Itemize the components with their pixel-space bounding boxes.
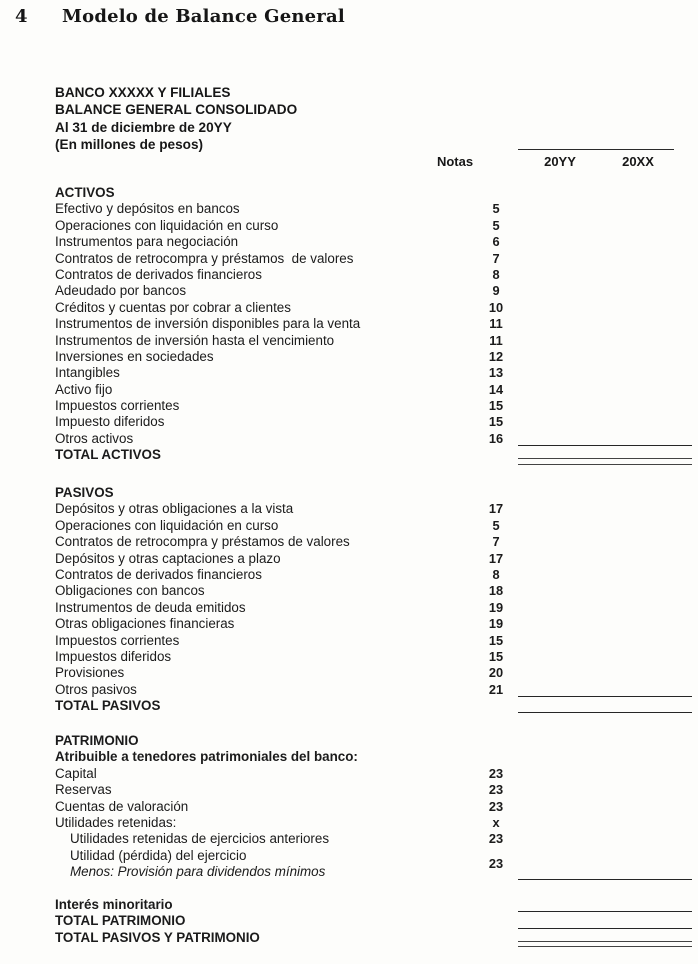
- amount-rule: [518, 445, 692, 446]
- table-row: [0, 201, 698, 217]
- table-row: [0, 349, 698, 365]
- table-row: [0, 447, 698, 463]
- row-amount-area: [518, 300, 692, 316]
- table-row: [0, 815, 698, 831]
- row-note: x: [492, 814, 500, 830]
- row-amount-area: [518, 799, 692, 815]
- row-amount-area: [518, 913, 692, 929]
- row-amount-area: [518, 518, 692, 534]
- row-label: TOTAL PATRIMONIO: [55, 913, 186, 929]
- row-label: Adeudado por bancos: [55, 283, 187, 299]
- row-note: 23: [488, 831, 504, 847]
- row-label: Contratos de retrocompra y préstamos de valores: [55, 534, 350, 550]
- table-row: [0, 930, 698, 946]
- row-label: Utilidades retenidas de ejercicios anteriores: [70, 831, 330, 847]
- table-row: [0, 333, 698, 349]
- table-row: [0, 633, 698, 649]
- row-label: TOTAL ACTIVOS: [55, 447, 161, 463]
- section-pasivos: [0, 485, 698, 714]
- row-label: Impuestos corrientes: [55, 398, 180, 414]
- row-amount-area: [518, 551, 692, 567]
- table-row: [0, 782, 698, 798]
- row-amount-area: [518, 665, 692, 681]
- table-row: [0, 300, 698, 316]
- row-amount-area: [518, 881, 692, 897]
- row-amount-area: [518, 185, 692, 201]
- table-row: [0, 431, 698, 447]
- row-amount-area: [518, 698, 692, 714]
- statement-date: Al 31 de diciembre de 20YY: [55, 119, 232, 135]
- amount-rule: [518, 712, 692, 713]
- row-label: Inversiones en sociedades: [55, 348, 214, 364]
- amount-rule: [518, 928, 692, 929]
- row-amount-area: [518, 583, 692, 599]
- row-note: 8: [492, 266, 500, 282]
- row-label: Cuentas de valoración: [55, 798, 189, 814]
- table-row: [0, 567, 698, 583]
- row-label: Créditos y cuentas por cobrar a clientes: [55, 299, 291, 315]
- row-label: Otros activos: [55, 430, 134, 446]
- row-note: 18: [488, 583, 504, 599]
- row-label: Instrumentos de deuda emitidos: [55, 599, 246, 615]
- row-note: 15: [488, 398, 504, 414]
- table-row: [0, 665, 698, 681]
- table-row: [0, 649, 698, 665]
- row-label: Capital: [55, 765, 97, 781]
- row-label: Instrumentos de inversión disponibles para la venta: [55, 316, 361, 332]
- table-row: [0, 897, 698, 913]
- row-note: 19: [488, 616, 504, 632]
- row-amount-area: [518, 316, 692, 332]
- row-note: 15: [488, 632, 504, 648]
- row-note: 7: [492, 250, 500, 266]
- row-amount-area: [518, 201, 692, 217]
- amount-rule: [518, 879, 692, 880]
- row-label: Contratos de derivados financieros: [55, 266, 262, 282]
- table-row: [0, 799, 698, 815]
- row-label: PASIVOS: [55, 485, 114, 500]
- row-label: Otros pasivos: [55, 681, 137, 697]
- row-label: PATRIMONIO: [55, 733, 139, 748]
- row-label: Atribuible a tenedores patrimoniales del banco:: [55, 749, 358, 765]
- row-label: TOTAL PASIVOS: [55, 698, 161, 714]
- row-amount-area: [518, 567, 692, 583]
- table-row: [0, 848, 698, 864]
- row-amount-area: [518, 349, 692, 365]
- row-label: Efectivo y depósitos en bancos: [55, 201, 240, 217]
- row-note: 23: [488, 798, 504, 814]
- row-amount-area: [518, 733, 692, 749]
- column-headers: [0, 145, 698, 175]
- row-amount-area: [518, 749, 692, 765]
- column-header-year2: 20XX: [622, 154, 654, 169]
- row-note: 9: [492, 283, 500, 299]
- table-row: [0, 551, 698, 567]
- row-amount-area: [518, 930, 692, 946]
- row-note: 8: [492, 566, 500, 582]
- row-label: Instrumentos para negociación: [55, 234, 239, 250]
- row-note: 17: [488, 501, 504, 517]
- table-row: [0, 218, 698, 234]
- row-label: Otras obligaciones financieras: [55, 616, 235, 632]
- row-amount-area: [518, 897, 692, 913]
- row-note: 5: [492, 217, 500, 233]
- table-row: [0, 913, 698, 929]
- table-row: [0, 501, 698, 517]
- table-row: [0, 733, 698, 749]
- table-row: [0, 485, 698, 501]
- row-amount-area: [518, 534, 692, 550]
- row-amount-area: [518, 864, 692, 880]
- table-row: [0, 682, 698, 698]
- row-label: Intangibles: [55, 365, 120, 381]
- page-number: 4: [15, 6, 28, 27]
- table-row: [0, 583, 698, 599]
- row-label: TOTAL PASIVOS Y PATRIMONIO: [55, 929, 260, 945]
- table-row: [0, 382, 698, 398]
- row-label: Activo fijo: [55, 381, 113, 397]
- row-amount-area: [518, 649, 692, 665]
- row-amount-area: [518, 234, 692, 250]
- row-amount-area: [518, 600, 692, 616]
- row-label: Impuestos corrientes: [55, 632, 180, 648]
- row-label: Interés minoritario: [55, 896, 173, 912]
- row-label: Impuesto diferidos: [55, 414, 165, 430]
- chapter-header: [15, 6, 345, 27]
- row-note: 19: [488, 599, 504, 615]
- row-amount-area: [518, 831, 692, 847]
- column-header-rule: [518, 149, 674, 150]
- row-note: 15: [488, 414, 504, 430]
- table-row: [0, 534, 698, 550]
- amount-rule: [518, 941, 692, 948]
- row-label: ACTIVOS: [55, 185, 115, 200]
- statement-header: [55, 84, 297, 153]
- row-note: 13: [488, 365, 504, 381]
- table-row: [0, 316, 698, 332]
- table-row: [0, 234, 698, 250]
- table-row: [0, 831, 698, 847]
- row-amount-area: [518, 283, 692, 299]
- row-note: 10: [488, 299, 504, 315]
- row-amount-area: [518, 848, 692, 864]
- bank-name: BANCO XXXXX Y FILIALES: [55, 85, 231, 100]
- table-row: [0, 616, 698, 632]
- row-label: Contratos de derivados financieros: [55, 566, 262, 582]
- row-note: 11: [489, 316, 503, 332]
- column-header-notas: Notas: [436, 154, 474, 169]
- row-label: Depósitos y otras obligaciones a la vista: [55, 501, 294, 517]
- row-amount-area: [518, 267, 692, 283]
- table-row: [0, 398, 698, 414]
- table-row: [0, 267, 698, 283]
- row-label: Obligaciones con bancos: [55, 583, 205, 599]
- table-row: [0, 283, 698, 299]
- row-amount-area: [518, 398, 692, 414]
- column-header-year1: 20YY: [544, 154, 576, 169]
- row-amount-area: [518, 431, 692, 447]
- table-row: [0, 365, 698, 381]
- row-amount-area: [518, 815, 692, 831]
- table-row: [0, 749, 698, 765]
- row-label: Utilidades retenidas:: [55, 814, 177, 830]
- row-note: 17: [488, 550, 504, 566]
- amount-rule: [518, 911, 692, 912]
- row-note: 6: [492, 234, 500, 250]
- row-label: Menos: Provisión para dividendos mínimos: [70, 864, 326, 880]
- amount-rule: [518, 458, 692, 465]
- row-amount-area: [518, 447, 692, 463]
- row-label: Reservas: [55, 782, 112, 798]
- amount-rule: [518, 696, 692, 697]
- row-note: 11: [489, 332, 503, 348]
- row-note: 14: [488, 381, 504, 397]
- table-row: [0, 766, 698, 782]
- row-amount-area: [518, 501, 692, 517]
- row-amount-area: [518, 218, 692, 234]
- row-label: Utilidad (pérdida) del ejercicio: [70, 847, 247, 863]
- row-amount-area: [518, 633, 692, 649]
- table-row: [0, 414, 698, 430]
- row-note: 12: [488, 348, 504, 364]
- statement-units: (En millones de pesos): [55, 136, 204, 152]
- table-row: [0, 251, 698, 267]
- table-row: [0, 698, 698, 714]
- row-note: 21: [488, 681, 504, 697]
- row-note: 23: [488, 782, 504, 798]
- row-label: Provisiones: [55, 665, 125, 681]
- row-note: 5: [492, 201, 500, 217]
- row-amount-area: [518, 333, 692, 349]
- row-note: 20: [488, 665, 504, 681]
- table-row: [0, 518, 698, 534]
- row-amount-area: [518, 365, 692, 381]
- section-patrimonio: [0, 733, 698, 946]
- row-label: Impuestos diferidos: [55, 648, 172, 664]
- row-note: 16: [488, 430, 504, 446]
- table-row: [0, 881, 698, 897]
- row-note: 15: [488, 648, 504, 664]
- row-amount-area: [518, 682, 692, 698]
- table-row: [0, 600, 698, 616]
- row-label: Instrumentos de inversión hasta el vencimiento: [55, 332, 335, 348]
- section-activos: [0, 185, 698, 464]
- table-row: [0, 185, 698, 201]
- row-label: Contratos de retrocompra y préstamos de valores: [55, 250, 354, 266]
- row-note: 23: [488, 856, 504, 872]
- row-note: 5: [492, 517, 500, 533]
- row-amount-area: [518, 382, 692, 398]
- row-label: Operaciones con liquidación en curso: [55, 217, 279, 233]
- row-note: 7: [492, 534, 500, 550]
- row-amount-area: [518, 414, 692, 430]
- row-amount-area: [518, 782, 692, 798]
- row-amount-area: [518, 616, 692, 632]
- table-row: [0, 856, 698, 880]
- row-amount-area: [518, 766, 692, 782]
- row-note: 23: [488, 765, 504, 781]
- row-amount-area: [518, 251, 692, 267]
- row-label: Operaciones con liquidación en curso: [55, 517, 279, 533]
- statement-title: BALANCE GENERAL CONSOLIDADO: [55, 102, 298, 118]
- chapter-title: Modelo de Balance General: [62, 6, 345, 27]
- row-amount-area: [518, 485, 692, 501]
- row-label: Depósitos y otras captaciones a plazo: [55, 550, 281, 566]
